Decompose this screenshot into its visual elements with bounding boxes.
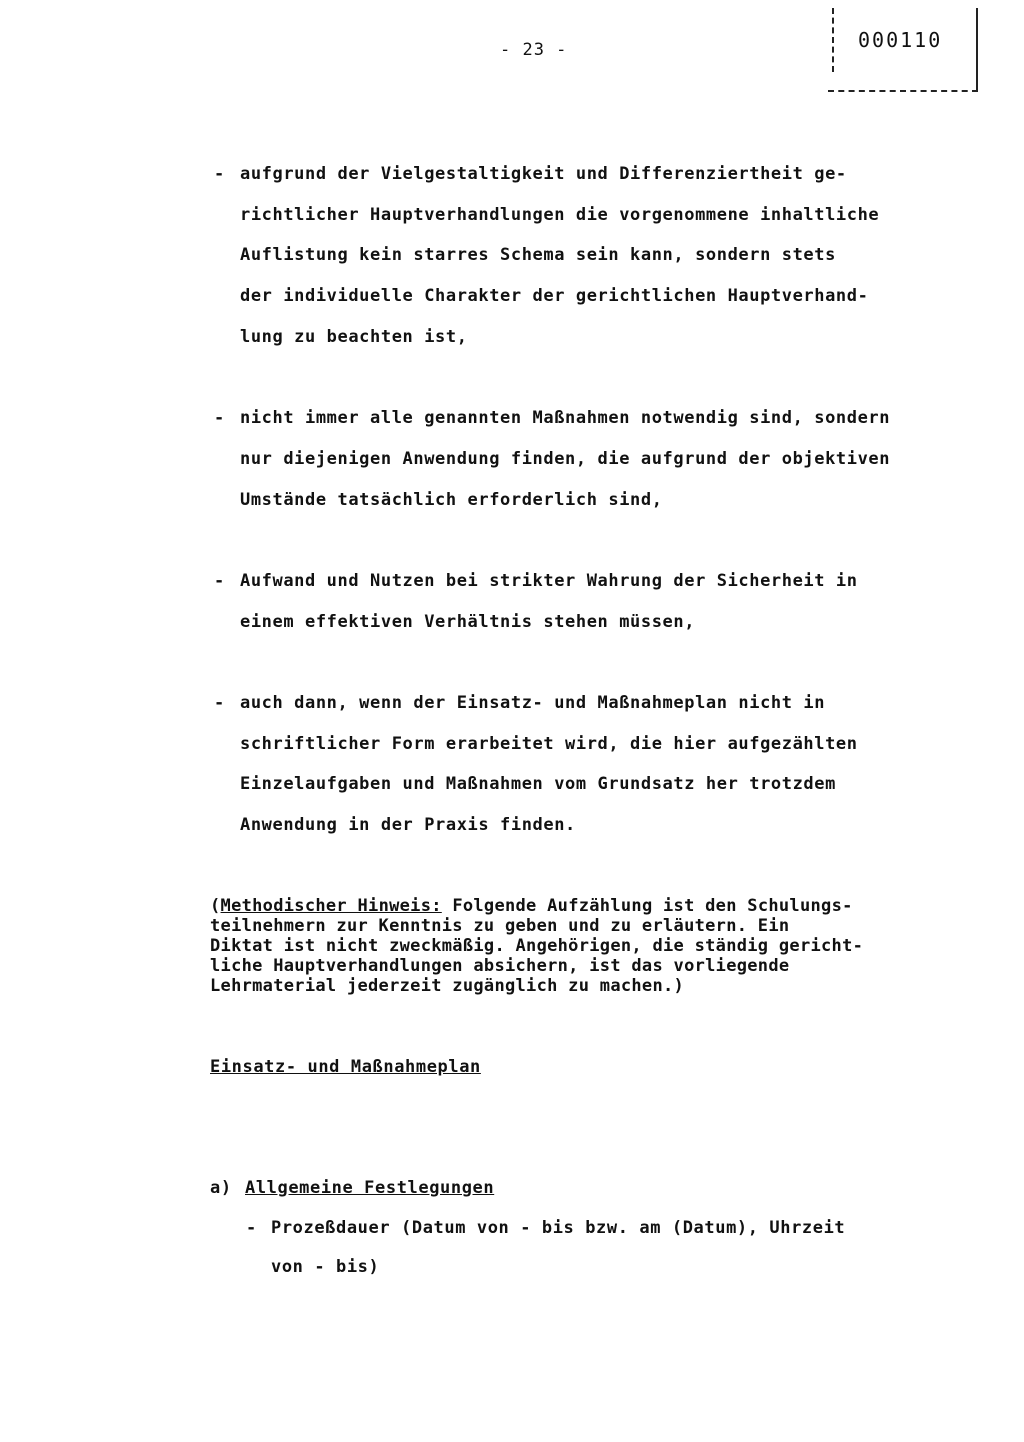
text-line: Aufwand und Nutzen bei strikter Wahrung der Sicherheit in bbox=[240, 571, 858, 591]
note-first-line bbox=[210, 896, 853, 916]
bullet-dash: - bbox=[214, 408, 225, 428]
note-line: Diktat ist nicht zweckmäßig. Angehörigen, die ständig gericht- bbox=[210, 936, 864, 956]
text-line: Prozeßdauer (Datum von - bis bzw. am (Datum), Uhrzeit bbox=[271, 1218, 846, 1238]
note-label: Methodischer Hinweis: bbox=[220, 896, 442, 916]
text-line: einem effektiven Verhältnis stehen müssen, bbox=[240, 612, 696, 632]
text-line: schriftlicher Form erarbeitet wird, die hier aufgezählten bbox=[240, 734, 858, 754]
text-line: Auflistung kein starres Schema sein kann, sondern stets bbox=[240, 245, 836, 265]
subsection-title: Allgemeine Festlegungen bbox=[245, 1178, 495, 1198]
text-line: Umstände tatsächlich erforderlich sind, bbox=[240, 490, 663, 510]
page-number: - 23 - bbox=[500, 40, 568, 60]
bullet-dash: - bbox=[214, 164, 225, 184]
subsection-marker: a) bbox=[210, 1178, 232, 1198]
note-open-paren: ( bbox=[210, 896, 221, 916]
text-line: richtlicher Hauptverhandlungen die vorgenommene inhaltliche bbox=[240, 205, 880, 225]
text-line: lung zu beachten ist, bbox=[240, 327, 468, 347]
archive-stamp bbox=[828, 8, 978, 92]
stamp-number: 000110 bbox=[858, 28, 943, 52]
text-line: nicht immer alle genannten Maßnahmen notwendig sind, sondern bbox=[240, 408, 891, 428]
text-line: von - bis) bbox=[271, 1257, 380, 1277]
note-text: Folgende Aufzählung ist den Schulungs- bbox=[441, 896, 853, 916]
section-heading: Einsatz- und Maßnahmeplan bbox=[210, 1057, 481, 1077]
item-dash: - bbox=[246, 1218, 257, 1238]
text-line: Anwendung in der Praxis finden. bbox=[240, 815, 576, 835]
note-line: liche Hauptverhandlungen absichern, ist das vorliegende bbox=[210, 956, 790, 976]
note-line: teilnehmern zur Kenntnis zu geben und zu erläutern. Ein bbox=[210, 916, 790, 936]
text-line: auch dann, wenn der Einsatz- und Maßnahmeplan nicht in bbox=[240, 693, 826, 713]
text-line: nur diejenigen Anwendung finden, die aufgrund der objektiven bbox=[240, 449, 891, 469]
text-line: Einzelaufgaben und Maßnahmen vom Grundsatz her trotzdem bbox=[240, 774, 836, 794]
bullet-dash: - bbox=[214, 571, 225, 591]
bullet-dash: - bbox=[214, 693, 225, 713]
text-line: aufgrund der Vielgestaltigkeit und Differenziertheit ge- bbox=[240, 164, 847, 184]
note-line: Lehrmaterial jederzeit zugänglich zu machen.) bbox=[210, 976, 685, 996]
text-line: der individuelle Charakter der gerichtlichen Hauptverhand- bbox=[240, 286, 869, 306]
